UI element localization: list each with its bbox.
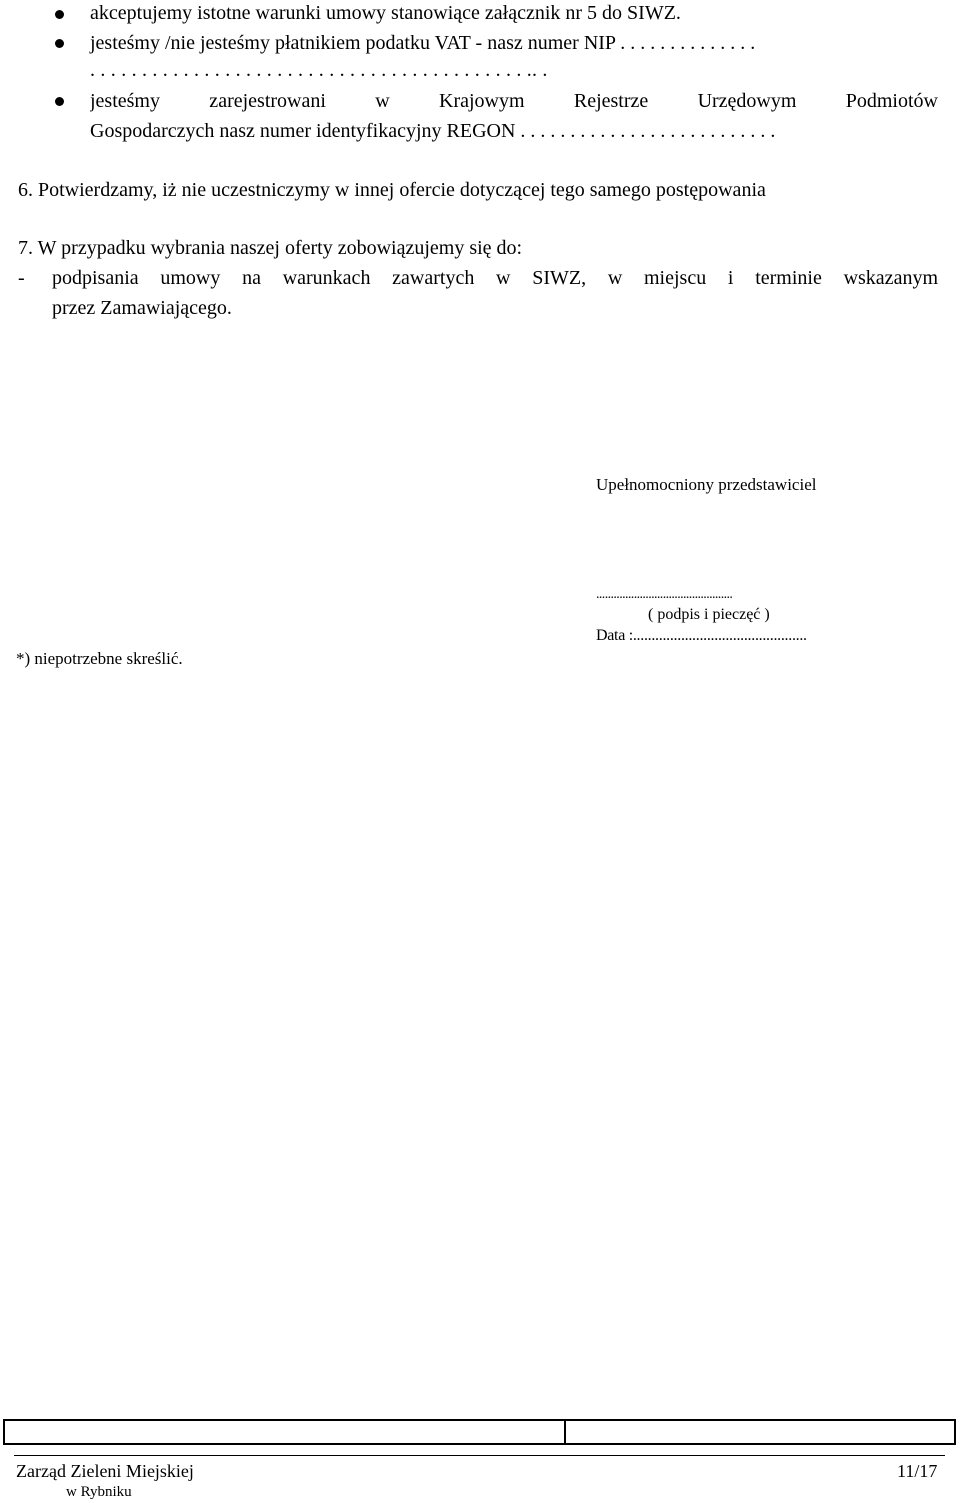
point-7-line1-text: podpisania umowy na warunkach zawartych w SIWZ, w miejscu i terminie wskazanym xyxy=(52,267,938,289)
footer-organization-city: w Rybniku xyxy=(66,1484,132,1500)
footer-page-number: 11/17 xyxy=(897,1461,938,1481)
point-7-line2: przez Zamawiającego. xyxy=(52,297,232,319)
bullet-text-2-continuation: . . . . . . . . . . . . . . . . . . . . . . . . . . . . . . . . . . . . . . . . . . .. . xyxy=(90,59,548,81)
footnote: *) niepotrzebne skreślić. xyxy=(16,649,183,668)
point-7-dash: - xyxy=(18,267,25,289)
signature-caption: ( podpis i pieczęć ) xyxy=(648,606,770,623)
bullet-text-3 xyxy=(90,86,938,116)
bullet-dot-1 xyxy=(55,10,64,19)
point-6: 6. Potwierdzamy, iż nie uczestniczymy w innej ofercie dotyczącej tego samego postępowania xyxy=(18,179,766,201)
bullet-text-2: jesteśmy /nie jesteśmy płatnikiem podatku VAT - nasz numer NIP . . . . . . . . . . . . . . xyxy=(90,32,756,54)
bullet-text-3-continuation: Gospodarczych nasz numer identyfikacyjny REGON . . . . . . . . . . . . . . . . . . . . . . . . . . xyxy=(90,120,776,142)
bullet-dot-3 xyxy=(55,97,64,106)
signature-dots: ............................................... xyxy=(596,587,733,602)
bullet-text-1: akceptujemy istotne warunki umowy stanowiące załącznik nr 5 do SIWZ. xyxy=(90,2,681,24)
footer-box xyxy=(3,1419,956,1445)
signature-heading: Upełnomocniony przedstawiciel xyxy=(596,475,817,494)
point-7-intro: 7. W przypadku wybrania naszej oferty zobowiązujemy się do: xyxy=(18,237,523,259)
footer-rule xyxy=(14,1455,945,1456)
bullet-dot-2 xyxy=(55,39,64,48)
signature-date: Data :............................................... xyxy=(596,627,807,644)
footer-box-divider xyxy=(564,1421,566,1443)
bullet-text-3-line: jesteśmy zarejestrowani w Krajowym Rejestrze Urzędowym Podmiotów xyxy=(90,90,938,112)
point-7-line1 xyxy=(52,263,938,293)
footer-organization: Zarząd Zieleni Miejskiej xyxy=(16,1461,194,1481)
